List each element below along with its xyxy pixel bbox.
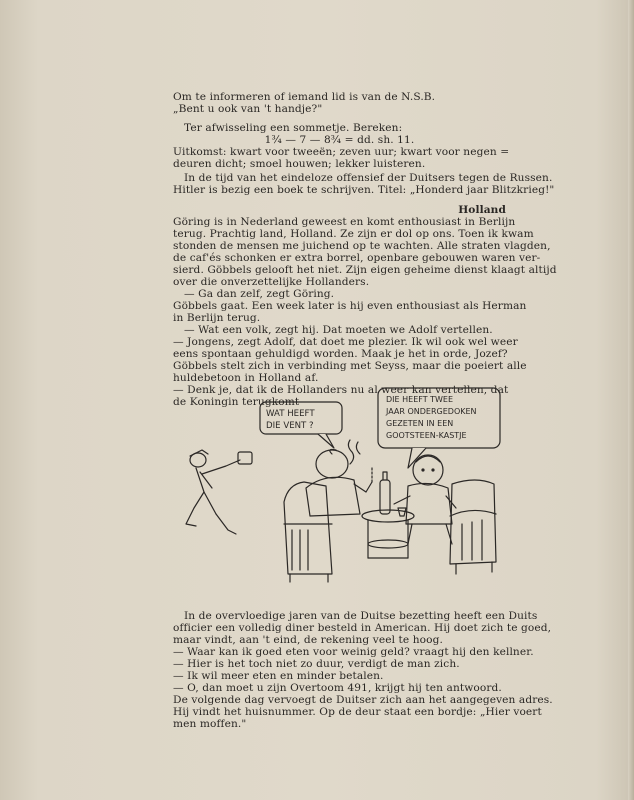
text-line: — Ga dan zelf, zegt Göring. <box>184 288 335 300</box>
bubble-text: WAT HEEFT <box>266 409 315 419</box>
text-line: eens spontaan gehuldigd worden. Maak je het in orde, Jozef? <box>173 348 508 360</box>
running-man-figure <box>186 450 252 534</box>
text-line: Göring is in Nederland geweest en komt enthousiast in Berlijn <box>173 216 516 228</box>
text-line: In de overvloedige jaren van de Duitse bezetting heeft een Duits <box>184 610 538 622</box>
restaurant-joke <box>173 610 553 730</box>
text-line: Göbbels stelt zich in verbinding met Seyss, maar die poeiert alle <box>173 360 527 372</box>
text-line: — Waar kan ik goed eten voor weinig geld? vraagt hij den kellner. <box>173 646 534 658</box>
text-line: de Koningin terugkomt <box>173 396 300 408</box>
text-line: huldebetoon in Holland af. <box>173 372 319 384</box>
text-line: Hitler is bezig een boek te schrijven. Titel: „Honderd jaar Blitzkrieg!" <box>173 184 555 196</box>
page-edge <box>628 0 634 800</box>
bubble-text: GOOTSTEEN-KASTJE <box>386 431 467 440</box>
text-line: sierd. Göbbels gelooft het niet. Zijn eigen geheime dienst klaagt altijd <box>173 264 557 276</box>
bubble-text: DIE VENT ? <box>266 421 314 431</box>
text-line: stonden de mensen me juichend op te wachten. Alle straten vlagden, <box>173 240 551 252</box>
blitzkrieg-joke <box>173 172 555 196</box>
smoke-lines <box>348 440 360 464</box>
speech-bubble-right <box>378 388 500 468</box>
formula-line: 1¾ — 7 — 8¾ = dd. sh. 11. <box>264 134 415 146</box>
seated-man-left <box>306 450 372 517</box>
text-line: — Hier is het toch niet zo duur, verdigt de man zich. <box>173 658 460 670</box>
text-line: Om te informeren of iemand lid is van de N.S.B. <box>173 91 436 103</box>
text-line: — Jongens, zegt Adolf, dat doet me plezier. Ik wil ook wel weer <box>173 336 518 348</box>
speech-bubble-left <box>260 402 342 448</box>
text-line: — Denk je, dat ik de Hollanders nu al weer kan vertellen, dat <box>173 384 509 396</box>
seated-man-right <box>394 455 456 544</box>
text-line: Uitkomst: kwart voor tweeën; zeven uur; kwart voor negen = <box>173 146 510 158</box>
text-line: — Ik wil meer eten en minder betalen. <box>173 670 384 682</box>
bubble-text: DIE HEEFT TWEE <box>386 395 454 404</box>
bubble-text: JAAR ONDERGEDOKEN <box>386 407 477 416</box>
bubble-text: GEZETEN IN EEN <box>386 419 454 428</box>
text-line: over die onverzettelijke Hollanders. <box>173 276 370 288</box>
text-line: terug. Prachtig land, Holland. Ze zijn er dol op ons. Toen ik kwam <box>173 228 534 240</box>
text-line: — O, dan moet u zijn Overtoom 491, krijgt hij ten antwoord. <box>173 682 502 694</box>
armchair-left <box>284 482 332 582</box>
text-line: De volgende dag vervoegt de Duitser zich aan het aangegeven adres. <box>173 694 553 706</box>
nsb-joke <box>173 91 506 115</box>
section-heading: Holland <box>458 204 506 216</box>
holland-section <box>173 204 557 408</box>
text-line: deuren dicht; smoel houwen; lekker luisteren. <box>173 158 426 170</box>
text-line: officier een volledig diner besteld in American. Hij doet zich te goed, <box>173 622 552 634</box>
sum-joke <box>173 122 510 170</box>
text-line: Hij vindt het huisnummer. Op de deur staat een bordje: „Hier voert <box>173 706 542 718</box>
text-line: men moffen." <box>173 718 247 730</box>
text-line: maar vindt, aan 't eind, de rekening veel te hoog. <box>173 634 443 646</box>
armchair-right <box>450 480 496 574</box>
cartoon-illustration <box>176 384 506 589</box>
text-line: Göbbels gaat. Een week later is hij even enthousiast als Herman <box>173 300 527 312</box>
text-line: in Berlijn terug. <box>173 312 261 324</box>
text-line: Ter afwisseling een sommetje. Bereken: <box>184 122 403 134</box>
text-line: — Wat een volk, zegt hij. Dat moeten we Adolf vertellen. <box>184 324 493 336</box>
text-line: „Bent u ook van 't handje?" <box>173 103 323 115</box>
text-line: de caf'és schonken er extra borrel, openbare gebouwen waren ver- <box>173 252 541 264</box>
text-line: In de tijd van het eindeloze offensief der Duitsers tegen de Russen. <box>184 172 553 184</box>
